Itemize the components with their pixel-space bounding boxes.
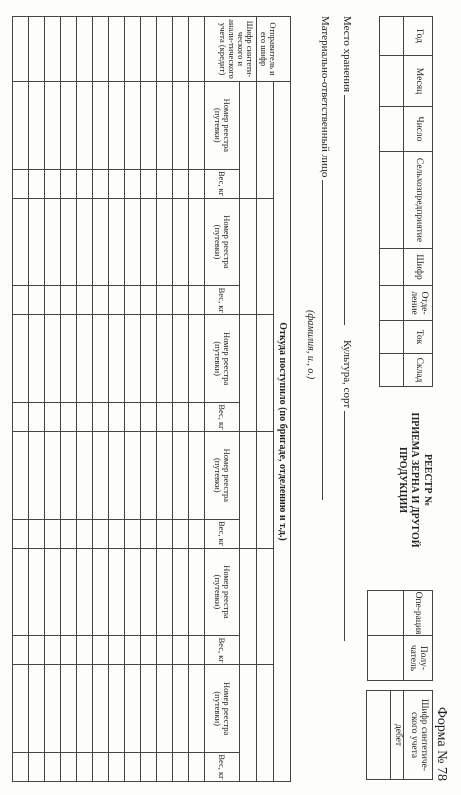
table-cell[interactable] (13, 198, 29, 286)
table-cell[interactable] (29, 548, 45, 636)
col-weight: Вес, кг (205, 753, 240, 782)
table-row-label-cell[interactable] (125, 17, 141, 82)
table-cell[interactable] (141, 753, 157, 782)
table-cell[interactable] (45, 198, 61, 286)
table-cell[interactable] (77, 431, 93, 519)
row-header: Отправитель и его шифр (256, 17, 279, 81)
header-col: Сельхозпредприятие (404, 152, 433, 249)
header-input-cell[interactable] (380, 286, 404, 321)
table-cell[interactable] (109, 636, 125, 665)
table-cell[interactable] (29, 169, 45, 198)
table-cell[interactable] (141, 519, 157, 548)
op-input-cell[interactable] (368, 591, 404, 636)
table-cell[interactable] (45, 548, 61, 636)
col-weight: Вес, кг (205, 519, 240, 548)
table-cell[interactable] (141, 636, 157, 665)
table-cell[interactable] (77, 548, 93, 636)
table-cell[interactable] (61, 169, 77, 198)
table-cell[interactable] (45, 665, 61, 753)
table-cell[interactable] (93, 315, 109, 403)
col-weight: Вес, кг (205, 286, 240, 315)
table-cell[interactable] (125, 82, 141, 170)
row-header-column (205, 17, 291, 82)
table-cell[interactable] (157, 636, 173, 665)
table-cell[interactable] (109, 286, 125, 315)
table-cell[interactable] (77, 519, 93, 548)
table-cell[interactable] (125, 548, 141, 636)
table-cell[interactable] (157, 315, 173, 403)
table-row-label-cell[interactable] (45, 17, 61, 82)
table-cell[interactable] (13, 519, 29, 548)
table-cell[interactable] (61, 315, 77, 403)
table-cell[interactable] (109, 82, 125, 170)
row-header: Шифр синтети-ческого и анали-тического учета (кредит) (218, 19, 255, 79)
header-input-cell[interactable] (380, 56, 404, 107)
table-cell[interactable] (77, 665, 93, 753)
form-number: Форма № 78 (434, 706, 449, 781)
table-cell[interactable] (77, 402, 93, 431)
fio-hint: (фамилия, и., о.) (305, 310, 316, 380)
group-input-cell[interactable] (240, 315, 257, 432)
table-cell[interactable] (189, 665, 205, 753)
header-col: Ток (404, 321, 433, 354)
table-cell[interactable] (45, 431, 61, 519)
table-cell[interactable] (29, 82, 45, 170)
table-cell[interactable] (125, 636, 141, 665)
table-cell[interactable] (173, 431, 189, 519)
table-cell[interactable] (141, 402, 157, 431)
col-registry: Номер реестра (путевки) (205, 198, 240, 286)
group-input-cell[interactable] (257, 665, 274, 782)
table-cell[interactable] (61, 519, 77, 548)
col-registry: Номер реестра (путевки) (205, 665, 240, 753)
table-cell[interactable] (13, 548, 29, 636)
table-cell[interactable] (189, 753, 205, 782)
table-cell[interactable] (125, 198, 141, 286)
table-cell[interactable] (157, 402, 173, 431)
table-cell[interactable] (141, 169, 157, 198)
table-cell[interactable] (173, 636, 189, 665)
table-cell[interactable] (77, 169, 93, 198)
table-cell[interactable] (13, 286, 29, 315)
operation-table (367, 590, 433, 681)
col-weight: Вес, кг (205, 169, 240, 198)
table-row-label-cell[interactable] (93, 17, 109, 82)
table-cell[interactable] (45, 82, 61, 170)
table-cell[interactable] (93, 665, 109, 753)
table-row-label-cell[interactable] (141, 17, 157, 82)
table-cell[interactable] (61, 753, 77, 782)
table-cell[interactable] (109, 402, 125, 431)
table-cell[interactable] (157, 169, 173, 198)
col-registry: Номер реестра (путевки) (205, 315, 240, 403)
header-input-cell[interactable] (380, 107, 404, 152)
table-cell[interactable] (45, 169, 61, 198)
table-cell[interactable] (93, 402, 109, 431)
group-input-cell[interactable] (240, 548, 257, 665)
table-cell[interactable] (29, 636, 45, 665)
table-cell[interactable] (61, 548, 77, 636)
table-cell[interactable] (125, 431, 141, 519)
table-row-label-cell[interactable] (173, 17, 189, 82)
cipher-box: Шифр синтетиче-ского учета дебет (366, 690, 433, 780)
table-cell[interactable] (125, 169, 141, 198)
op-col: Полу-чатель (404, 636, 433, 681)
table-cell[interactable] (173, 402, 189, 431)
group-input-cell[interactable] (257, 315, 274, 432)
op-col: Опе-рация (404, 591, 433, 636)
responsible-field[interactable]: Материально-ответственный лицо (319, 16, 331, 516)
header-table (379, 16, 433, 387)
group-input-cell[interactable] (240, 431, 257, 548)
header-input-cell[interactable] (380, 321, 404, 354)
table-cell[interactable] (141, 286, 157, 315)
table-cell[interactable] (157, 286, 173, 315)
table-cell[interactable] (141, 315, 157, 403)
table-cell[interactable] (173, 169, 189, 198)
table-row-label-cell[interactable] (29, 17, 45, 82)
op-input-cell[interactable] (368, 636, 404, 681)
table-row-label-cell[interactable] (109, 17, 125, 82)
table-cell[interactable] (173, 519, 189, 548)
table-row-label-cell[interactable] (77, 17, 93, 82)
table-cell[interactable] (13, 753, 29, 782)
table-cell[interactable] (109, 315, 125, 403)
table-cell[interactable] (173, 315, 189, 403)
group-input-cell[interactable] (240, 665, 257, 782)
group-input-cell[interactable] (240, 198, 257, 315)
table-cell[interactable] (109, 431, 125, 519)
table-cell[interactable] (141, 431, 157, 519)
col-weight: Вес, кг (205, 636, 240, 665)
table-row-label-cell[interactable] (13, 17, 29, 82)
table-cell[interactable] (157, 665, 173, 753)
table-cell[interactable] (141, 665, 157, 753)
table-cell[interactable] (157, 519, 173, 548)
table-cell[interactable] (157, 753, 173, 782)
col-registry: Номер реестра (путевки) (205, 548, 240, 636)
table-cell[interactable] (173, 753, 189, 782)
table-cell[interactable] (93, 82, 109, 170)
header-col: Месяц (404, 56, 433, 107)
col-registry: Номер реестра (путевки) (205, 431, 240, 519)
group-header: Откуда поступило (по бригаде, отделению и т.д.) (274, 82, 291, 782)
crop-field[interactable]: Культура, сорт (341, 340, 353, 670)
group-input-cell[interactable] (257, 82, 274, 199)
table-cell[interactable] (61, 431, 77, 519)
table-cell[interactable] (189, 519, 205, 548)
table-cell[interactable] (109, 169, 125, 198)
register-title: РЕЕСТР № ПРИЕМА ЗЕРНА И ДРУГОЙ ПРОДУКЦИИ (397, 412, 433, 548)
table-cell[interactable] (109, 753, 125, 782)
group-input-cell[interactable] (257, 548, 274, 665)
table-row-label-cell[interactable] (189, 17, 205, 82)
header-col: Шифр (404, 249, 433, 286)
table-cell[interactable] (29, 665, 45, 753)
table-cell[interactable] (125, 286, 141, 315)
table-cell[interactable] (61, 402, 77, 431)
table-cell[interactable] (93, 169, 109, 198)
table-cell[interactable] (93, 431, 109, 519)
table-cell[interactable] (29, 431, 45, 519)
table-cell[interactable] (93, 198, 109, 286)
table-cell[interactable] (93, 753, 109, 782)
table-cell[interactable] (77, 636, 93, 665)
header-input-cell[interactable] (380, 249, 404, 286)
table-cell[interactable] (61, 665, 77, 753)
table-cell[interactable] (29, 519, 45, 548)
table-cell[interactable] (13, 431, 29, 519)
table-cell[interactable] (157, 82, 173, 170)
table-cell[interactable] (45, 636, 61, 665)
table-cell[interactable] (189, 402, 205, 431)
table-cell[interactable] (29, 753, 45, 782)
table-cell[interactable] (173, 665, 189, 753)
col-weight: Вес, кг (205, 402, 240, 431)
table-cell[interactable] (45, 519, 61, 548)
table-cell[interactable] (125, 753, 141, 782)
table-row-label-cell[interactable] (61, 17, 77, 82)
table-cell[interactable] (189, 169, 205, 198)
table-cell[interactable] (93, 636, 109, 665)
table-cell[interactable] (157, 548, 173, 636)
table-cell[interactable] (109, 665, 125, 753)
table-cell[interactable] (125, 315, 141, 403)
table-cell[interactable] (13, 169, 29, 198)
table-cell[interactable] (29, 315, 45, 403)
table-cell[interactable] (13, 402, 29, 431)
table-cell[interactable] (13, 665, 29, 753)
group-input-cell[interactable] (257, 198, 274, 315)
table-cell[interactable] (45, 753, 61, 782)
table-cell[interactable] (13, 315, 29, 403)
table-cell[interactable] (189, 548, 205, 636)
table-cell[interactable] (125, 665, 141, 753)
header-input-cell[interactable] (380, 152, 404, 249)
group-input-cell[interactable] (257, 431, 274, 548)
table-cell[interactable] (189, 198, 205, 286)
table-cell[interactable] (29, 286, 45, 315)
table-cell[interactable] (45, 286, 61, 315)
group-input-cell[interactable] (240, 82, 257, 199)
table-cell[interactable] (93, 548, 109, 636)
table-row-label-cell[interactable] (157, 17, 173, 82)
header-col: Год (404, 17, 433, 56)
table-cell[interactable] (189, 315, 205, 403)
table-cell[interactable] (141, 548, 157, 636)
header-input-cell[interactable] (380, 17, 404, 56)
table-cell[interactable] (125, 402, 141, 431)
table-cell[interactable] (93, 286, 109, 315)
storage-field[interactable]: Место хранения (341, 16, 353, 346)
table-cell[interactable] (13, 636, 29, 665)
table-cell[interactable] (45, 315, 61, 403)
header-col: Отде-ление (404, 286, 433, 321)
table-cell[interactable] (109, 548, 125, 636)
table-cell[interactable] (157, 198, 173, 286)
table-cell[interactable] (189, 82, 205, 170)
table-cell[interactable] (61, 286, 77, 315)
table-cell[interactable] (141, 82, 157, 170)
table-cell[interactable] (29, 402, 45, 431)
table-cell[interactable] (125, 519, 141, 548)
table-cell[interactable] (189, 431, 205, 519)
table-cell[interactable] (77, 82, 93, 170)
header-col: Число (404, 107, 433, 152)
table-cell[interactable] (61, 82, 77, 170)
table-cell[interactable] (77, 286, 93, 315)
table-cell[interactable] (61, 636, 77, 665)
table-cell[interactable] (173, 198, 189, 286)
receipt-table (12, 16, 291, 782)
table-cell[interactable] (13, 82, 29, 170)
table-cell[interactable] (109, 198, 125, 286)
table-cell[interactable] (77, 753, 93, 782)
table-cell[interactable] (77, 198, 93, 286)
table-cell[interactable] (93, 519, 109, 548)
col-registry: Номер реестра (путевки) (205, 82, 240, 170)
table-cell[interactable] (77, 315, 93, 403)
table-cell[interactable] (45, 402, 61, 431)
table-cell[interactable] (141, 198, 157, 286)
table-cell[interactable] (157, 431, 173, 519)
table-cell[interactable] (29, 198, 45, 286)
table-cell[interactable] (61, 198, 77, 286)
table-cell[interactable] (173, 82, 189, 170)
table-cell[interactable] (173, 286, 189, 315)
table-cell[interactable] (189, 286, 205, 315)
table-cell[interactable] (109, 519, 125, 548)
table-cell[interactable] (189, 636, 205, 665)
header-col: Склад (404, 354, 433, 387)
table-cell[interactable] (173, 548, 189, 636)
